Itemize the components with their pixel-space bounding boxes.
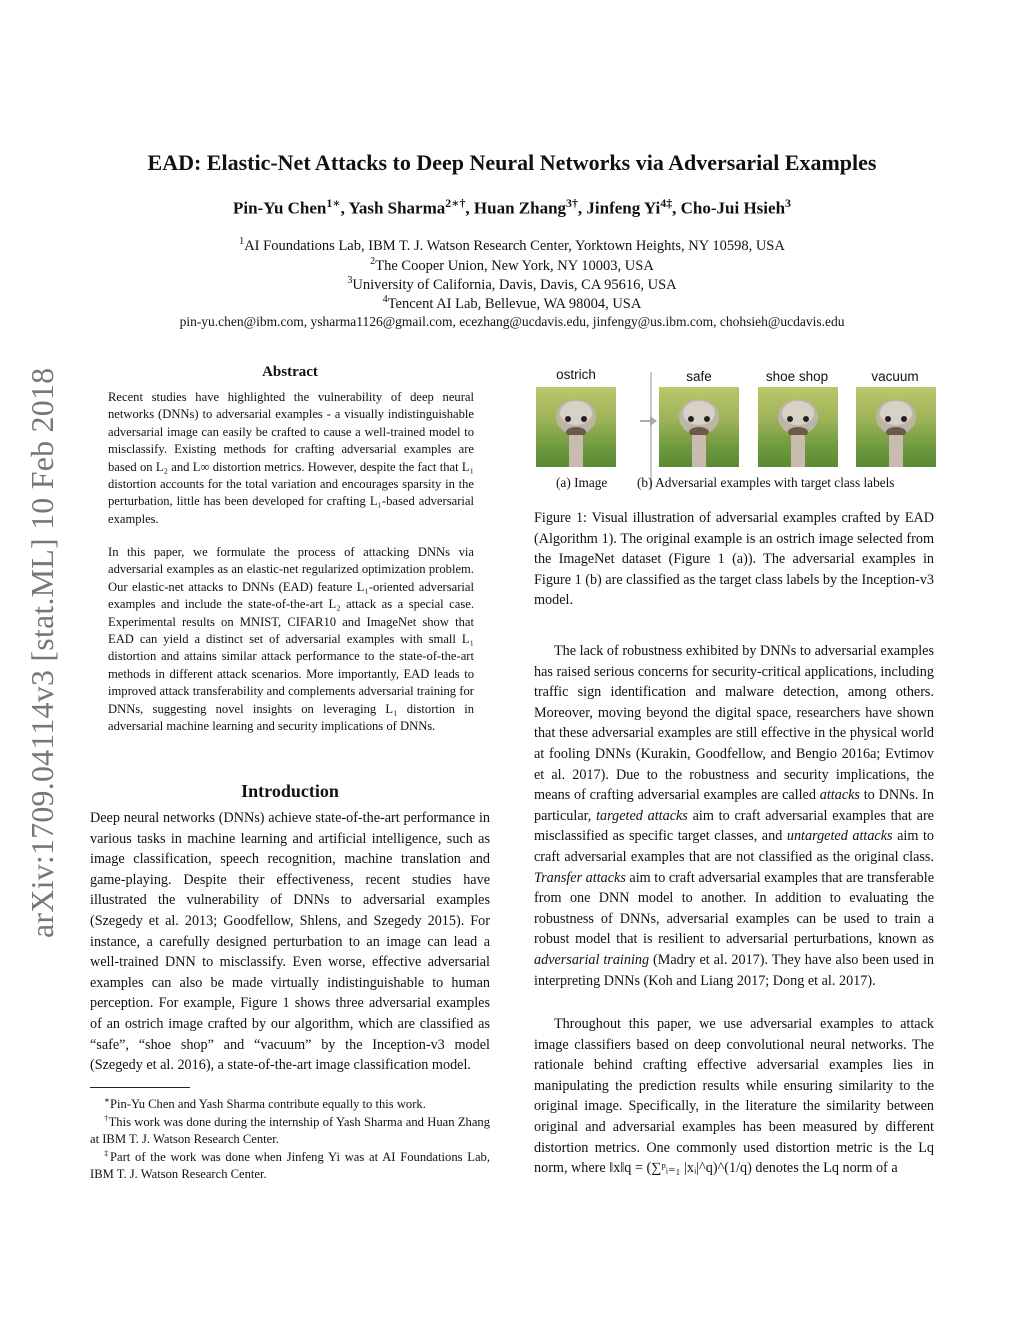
abstract-paragraph: Recent studies have highlighted the vulnerability of deep neural networks (DNNs) to adversarial examples - a visually indistinguishable adversarial image can easily be crafted to cause a well-trained model to misclassify. Existing methods for crafting adversarial examples are based on L₂ and L∞ distortion metrics. However, despite the fact that L₁ distortion accounts for the total variation and encourages sparsity in the perturbation, little has been developed for crafting L₁-based adversarial examples. [108, 390, 474, 526]
footnote [90, 1145, 490, 1183]
text-run: The lack of robustness exhibited by DNNs to adversarial examples has raised serious concerns for security-critical applications, including traffic sign identification and malware detection, among others. Moreover, moving beyond the digital space, researchers have shown that these adversarial examples are still effective in the physical world at fooling DNNs (Kurakin, Goodfellow, and Bengio 2016a; Evtimov et al. 2017). Due to the robustness and security implications, the means of crafting adversarial examples are called [534, 643, 934, 804]
text-run: aim to craft adversarial examples that are transferable from one DNN model to another. In addition to evaluating the robustness of DNNs, adversarial examples can be used to train a robust model that is resilient to adversarial perturbations, known as [534, 869, 934, 948]
text-run: (Madry et al. 2017). They have also been used in interpreting DNNs (Koh and Liang 2017; Dong et al. 2017). [534, 951, 934, 989]
affiliation [0, 256, 1024, 275]
section-heading-introduction: Introduction [241, 781, 339, 801]
author-emails: pin-yu.chen@ibm.com, ysharma1126@gmail.com, ecezhang@ucdavis.edu, jinfengy@us.ibm.com, chohsieh@ucdavis.edu [179, 314, 845, 329]
affiliation [0, 275, 1024, 294]
aff-mark: 4 [382, 294, 388, 305]
aff-text: The Cooper Union, New York, NY 10003, USA [375, 257, 654, 274]
author-mark: 3† [566, 196, 578, 210]
affiliation [0, 236, 1024, 255]
author-list: Pin-Yu Chen$^{1∗}$, Yash Sharma$^{2∗\dagger}$, Huan Zhang$^{3\dagger}$, Jinfeng $Yi^{4\ddagger}$, Cho-Jui Hsieh$^3$ [233, 196, 791, 218]
footnote-text: This work was done during the internship of Yash Sharma and Huan Zhang at IBM T. J. Watson Research Center. [90, 1115, 490, 1147]
figure-divider [650, 372, 652, 490]
author-mark: 4‡ [660, 196, 673, 210]
text-run: aim to craft adversarial examples that are misclassified as specific target classes, and [534, 807, 934, 845]
footnote [90, 1110, 490, 1148]
author-name: Cho-Jui Hsieh [680, 198, 786, 218]
figure-label-safe: safe [686, 369, 712, 384]
arxiv-identifier: arXiv:1709.04114v3 [stat.ML] 10 Feb 2018 [24, 367, 60, 938]
aff-mark: 3 [347, 275, 353, 286]
author-mark: 2∗† [445, 196, 466, 210]
emphasis: adversarial training [534, 951, 650, 968]
author-name: Huan Zhang [473, 198, 567, 218]
paper-title: EAD: Elastic-Net Attacks to Deep Neural Networks via Adversarial Examples [147, 150, 877, 175]
emphasis: targeted attacks [596, 807, 688, 824]
author-name: Yash Sharma [348, 198, 446, 218]
affiliation [0, 294, 1024, 313]
arrow-icon [640, 415, 658, 427]
abstract-paragraph: In this paper, we formulate the process of attacking DNNs via adversarial examples as an elastic-net regularized optimization problem. Our elastic-net attacks to DNNs (EAD) feature L₁-oriented adversarial examples and include the state-of-the-art L₂ attack as a special case. Experimental results on MNIST, CIFAR10 and ImageNet show that EAD can yield a distinct set of adversarial examples with small L₁ distortion and attains similar attack performance to the state-of-the-art methods in different attack scenarios. More importantly, EAD leads to improved attack transferability and complements adversarial training for DNNs, suggesting novel insights on leveraging L₁ distortion in adversarial machine learning and security implications of DNNs. [108, 545, 474, 734]
author-name: Jinfeng Yi [586, 198, 661, 218]
author-name: Pin-Yu Chen [233, 198, 327, 218]
ostrich-image-original [536, 387, 616, 467]
ostrich-image-shoe-shop [758, 387, 838, 467]
body-paragraph [534, 641, 934, 991]
aff-mark: 1 [239, 236, 245, 247]
figure-caption: Figure 1: Visual illustration of adversarial examples crafted by EAD (Algorithm 1). The original example is an ostrich image selected from the ImageNet dataset (Figure 1 (a)). The adversarial examples in Figure 1 (b) are classified as the target class labels by the Inception-v3 model. [534, 510, 935, 609]
emphasis: Transfer attacks [534, 869, 626, 886]
body-paragraph: Throughout this paper, we use adversarial examples to attack image classifiers based on deep convolutional neural networks. The rationale behind crafting effective adversarial examples lies in manipulating the prediction results while ensuring similarity to the original image. Specifically, in the literature the similarity between original and adversarial examples has been measured by different distortion metrics. One commonly used distortion metric is the Lq norm, where ‖x‖q = (∑ᵖᵢ₌₁ |xᵢ|^q)^(1/q) denotes the Lq norm of a [534, 1016, 934, 1177]
aff-text: AI Foundations Lab, IBM T. J. Watson Research Center, Yorktown Heights, NY 10598, USA [244, 237, 785, 254]
footnote-mark: ∗ [104, 1095, 110, 1105]
aff-text: University of California, Davis, Davis, CA 95616, USA [352, 276, 677, 293]
aff-mark: 2 [370, 256, 376, 267]
subfigure-caption-b: (b) Adversarial examples with target class labels [637, 475, 895, 490]
footnote-text: Pin-Yu Chen and Yash Sharma contribute equally to this work. [110, 1097, 426, 1112]
figure-label-shoe-shop: shoe shop [765, 369, 829, 384]
footnote-mark: ‡ [104, 1148, 111, 1158]
emphasis: attacks [819, 787, 860, 804]
footnote-text: Part of the work was done when Jinfeng Yi was at AI Foundations Lab, IBM T. J. Watson Research Center. [90, 1150, 491, 1182]
abstract-heading: Abstract [262, 364, 318, 380]
emphasis: untargeted attacks [786, 828, 893, 845]
subfigure-caption-a: (a) Image [556, 475, 608, 490]
figure-label-vacuum: vacuum [871, 369, 919, 384]
ostrich-image-safe [659, 387, 739, 467]
aff-text: Tencent AI Lab, Bellevue, WA 98004, USA [387, 295, 642, 312]
author-mark: 3 [785, 196, 791, 210]
intro-paragraph: Deep neural networks (DNNs) achieve state-of-the-art performance in various tasks in machine learning and artificial intelligence, such as image classification, speech recognition, machine translation and game-playing. Despite their effectiveness, recent studies have illustrated the vulnerability of DNNs to adversarial examples (Szegedy et al. 2013; Goodfellow, Shlens, and Szegedy 2015). For instance, a carefully designed perturbation to an image can lead a well-trained DNN to misclassify. Even worse, effective adversarial examples can also be made virtually indistinguishable to human perception. For example, Figure 1 shows three adversarial examples of an ostrich image crafted by our algorithm, which are classified as “safe”, “shoe shop” and “vacuum” by the Inception-v3 model (Szegedy et al. 2016), a state-of-the-art image classification model. [90, 810, 490, 1074]
footnote-mark: † [104, 1113, 109, 1123]
text-run: aim to craft adversarial examples that are not classified as the original class. [534, 828, 934, 865]
figure-label-ostrich: ostrich [556, 367, 596, 382]
author-mark: 1∗ [326, 196, 341, 210]
footnote-rule [90, 1087, 190, 1088]
ostrich-image-vacuum [856, 387, 936, 467]
text-run: to DNNs. In particular, [534, 787, 934, 824]
